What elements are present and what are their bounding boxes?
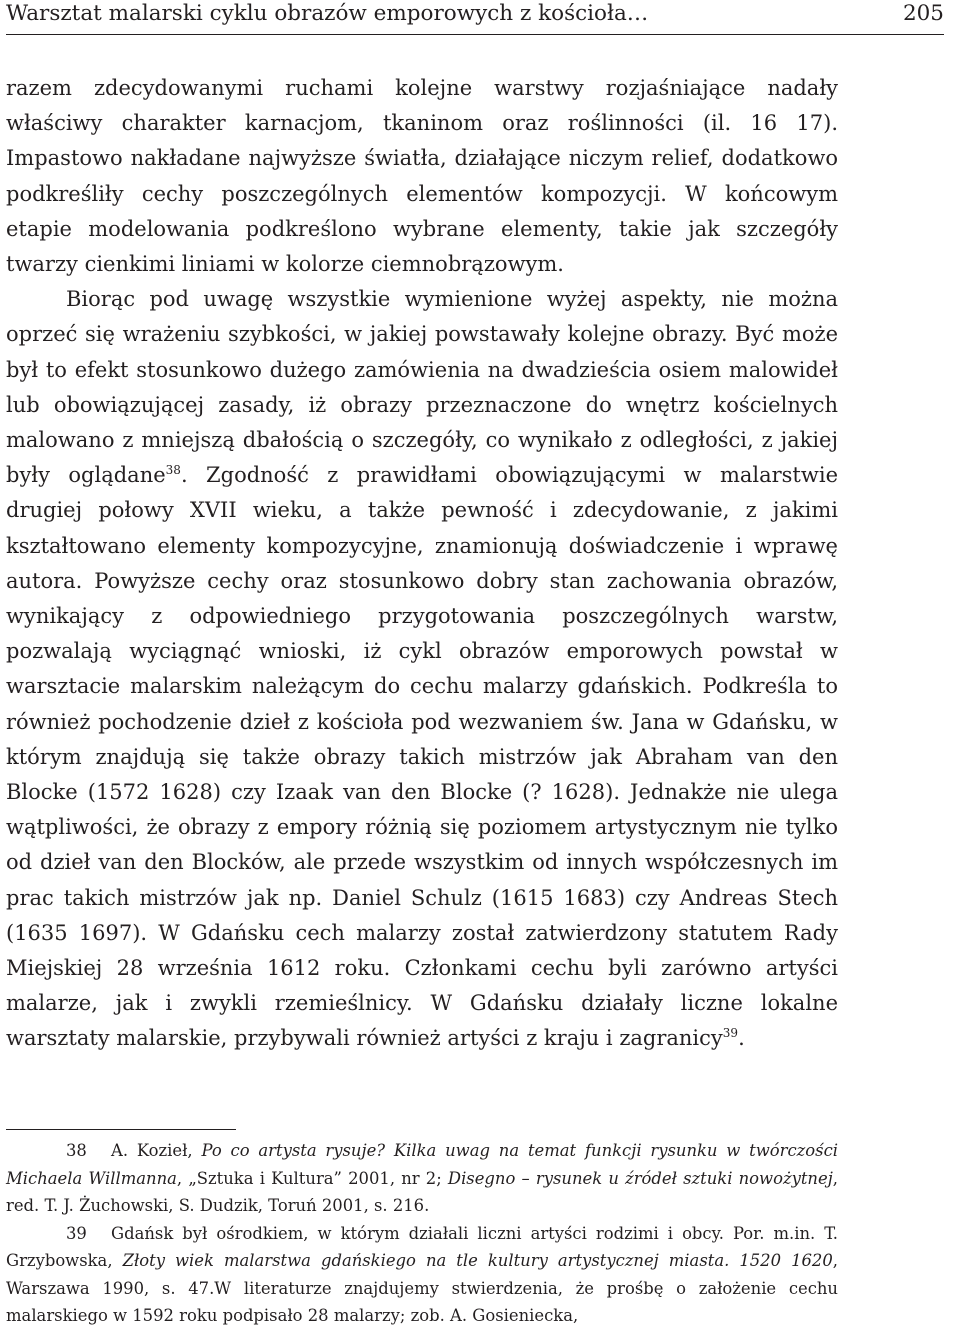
main-text [6,71,838,1057]
paragraph-text: . Zgodność z prawidłami obowiązującymi w malarstwie drugiej połowy XVII wieku, a także pewność i zdecydowanie, z jakimi kształtowano elementy kompozycyjne, znamionują doświadczenie i wprawę autora. Powyższe cechy oraz stosunkowo dobry stan zachowania obrazów, wynikający z odpowiedniego przygotowania poszczególnych warstw, pozwalają wyciągnąć wnioski, iż cykl obrazów emporowych powstał w warsztacie malarskim należącym do cechu malarzy gdańskich. Podkreśla to również pochodzenie dzieł z kościoła pod wezwaniem św. Jana w Gdańsku, w którym znajdują się także obrazy takich mistrzów jak Abraham van den Blocke (1572 1628) czy Izaak van den Blocke (? 1628). Jednakże nie ulega wątpliwości, że obrazy z empory różnią się poziomem artystycznym nie tylko od dzieł van den Blocków, ale przede wszystkim od innych współczesnych im prac takich mistrzów jak np. Daniel Schulz (1615 1683) czy Andreas Stech (1635 1697). W Gdańsku cech malarzy został zatwierdzony statutem Rady Miejskiej 28 września 1612 roku. Członkami cechu byli zarówno artyści malarze, jak i zwykli rzemieślnicy. W Gdańsku działały liczne lokalne warsztaty malarskie, przybywali również artyści z kraju i zagranicy [6,463,838,1051]
footnote-title: Po co artysta rysuje? Kilka uwag na temat funkcji rysunku w twórczości Michaela Willmanna [6,1141,838,1188]
footnote-number: 39 [66,1223,87,1243]
footnote-number: 38 [66,1141,87,1160]
footnote-text: A. Kozieł, [111,1141,202,1160]
footnote-title: Złoty wiek malarstwa gdańskiego na tle kultury artystycznej miasta. 1520 1620 [122,1251,833,1270]
paragraph-text: Biorąc pod uwagę wszystkie wymienione wyżej aspekty, nie można oprzeć się wrażeniu szybkości, w jakiej powstawały kolejne obrazy. Być może był to efekt stosunkowo dużego zamówienia na dwadzieścia osiem malowideł lub obowiązującej zasady, iż obrazy przeznaczone do wnętrz kościelnych malowano z mniejszą dbałością o szczegóły, co wynikało z odległości, z jakiej były oglądane [6,287,838,488]
footnote-39 [6,1220,838,1330]
page-number: 205 [902,1,944,26]
footnote-text: , „Sztuka i Kultura” 2001, nr 2; [176,1168,448,1188]
footnote-text: , Warszawa 1990, s. 47.W literaturze znajdujemy stwierdzenia, że prośbę o założenie cechu malarskiego w 1592 roku podpisało 28 malarzy; zob. A. Gosieniecka, [6,1251,839,1325]
footnote-reference[interactable]: 39 [722,1026,739,1041]
footnote-text: , red. T. J. Żuchowski, S. Dudzik, Toruń 2001, s. 216. [6,1168,838,1215]
paragraph: razem zdecydowanymi ruchami kolejne warstwy rozjaśniające nadały właściwy charakter karnacjom, tkaninom oraz roślinności (il. 16 17). Impastowo nakładane najwyższe światła, działające niczym relief, dodatkowo podkreśliły cechy poszczególnych elementów kompozycji. W końcowym etapie modelowania podkreślono wybrane elementy, takie jak szczegóły twarzy cienkimi liniami w kolorze ciemnobrązowym. [6,76,838,277]
footnote-separator [6,1129,236,1130]
running-title: Warsztat malarski cyklu obrazów emporowych z kościoła… [6,1,649,26]
footnote-38 [6,1137,838,1220]
paragraph-text: . [738,1026,745,1051]
footnote-title: Disegno – rysunek u źródeł sztuki nowożytnej [447,1168,833,1188]
paragraph [6,282,838,1056]
footnotes [6,1137,838,1330]
running-header [6,0,944,35]
footnote-text: Gdańsk był ośrodkiem, w którym działali liczni artyści rodzimi i obcy. Por. m.in. T. Grzybowska, [6,1223,838,1270]
footnote-reference[interactable]: 38 [165,463,181,478]
